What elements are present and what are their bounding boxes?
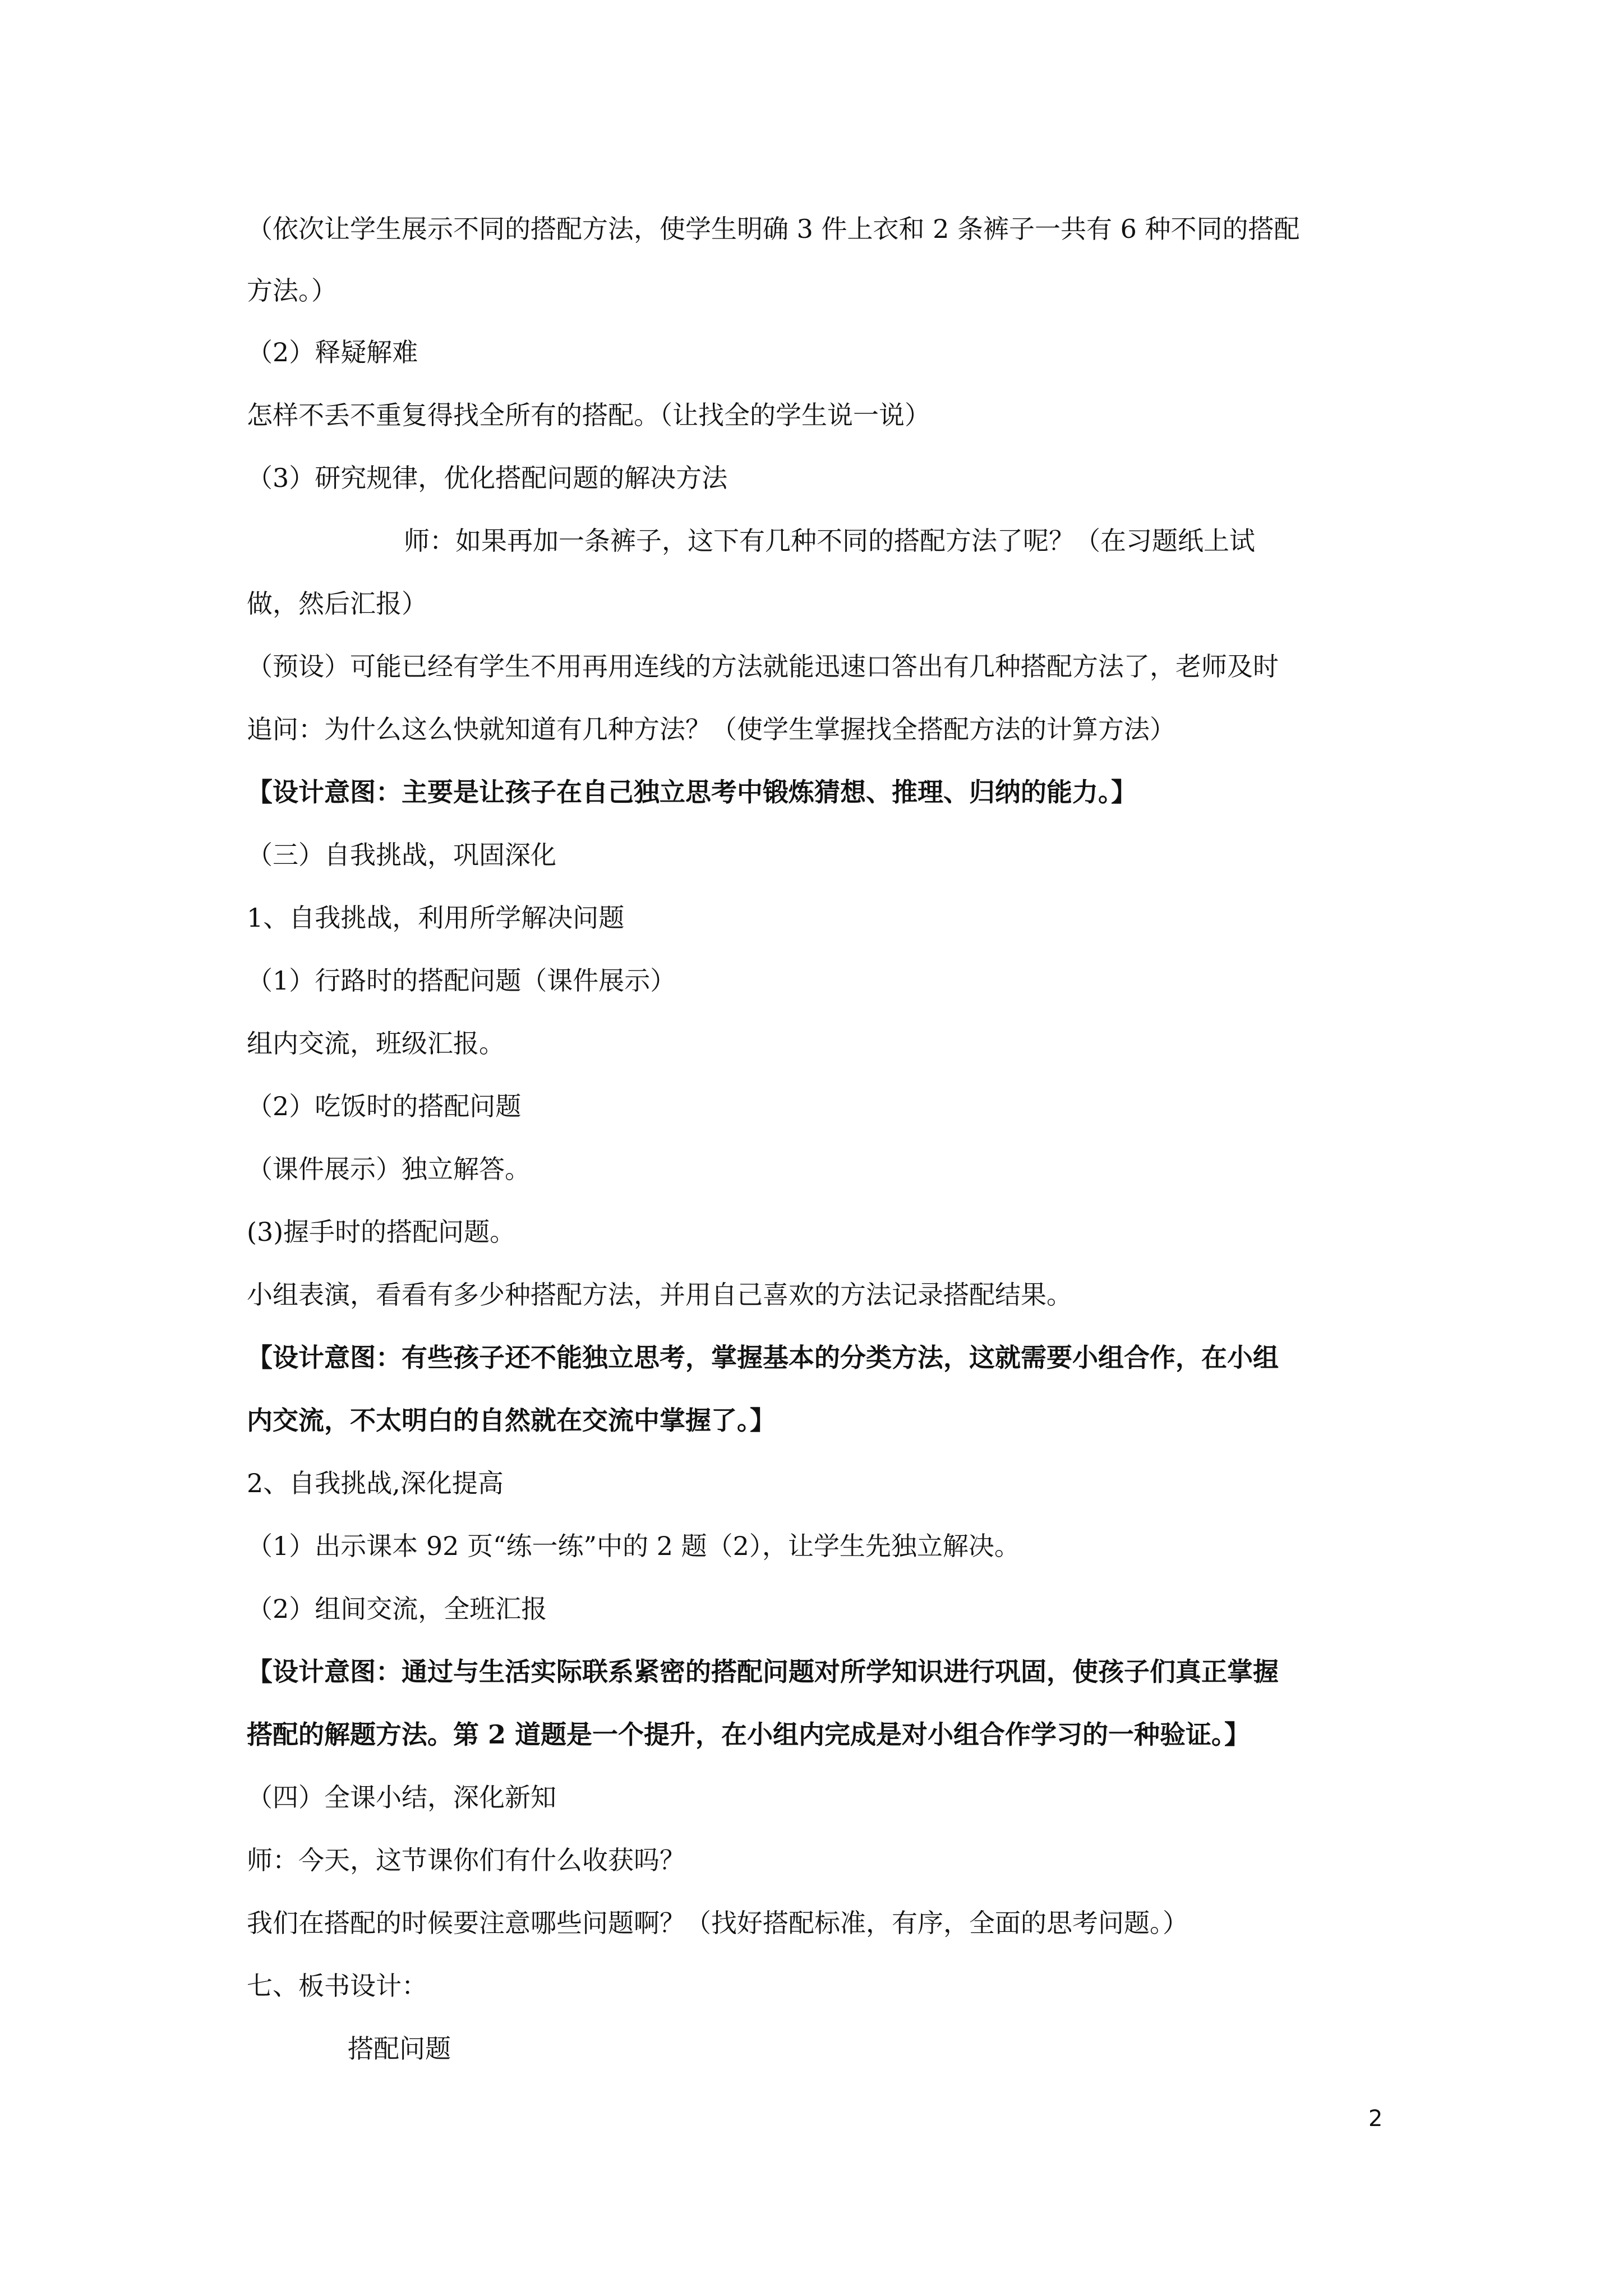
teacher-question-line-2: 做，然后汇报） [247, 588, 427, 619]
design-intent-2-line-2: 内交流，不太明白的自然就在交流中掌握了。】 [247, 1405, 776, 1435]
section-heading-three: （三）自我挑战，巩固深化 [247, 840, 556, 870]
paragraph-line-6: 小组表演，看看有多少种搭配方法，并用自己喜欢的方法记录搭配结果。 [247, 1280, 1072, 1310]
section-heading-four: （四）全课小结，深化新知 [247, 1782, 556, 1812]
paragraph-line-2: 方法。） [247, 275, 337, 306]
item-heading-3: (3)握手时的搭配问题。 [247, 1217, 516, 1247]
section-heading-seven: 七、板书设计： [247, 1971, 427, 2001]
item-heading-4: （1）出示课本 92 页“练一练”中的 2 题（2），让学生先独立解决。 [247, 1531, 1020, 1561]
design-intent-3-line-1: 【设计意图：通过与生活实际联系紧密的搭配问题对所学知识进行巩固，使孩子们真正掌握 [247, 1657, 1279, 1687]
preset-line-1: （预设）可能已经有学生不用再用连线的方法就能迅速口答出有几种搭配方法了，老师及时 [247, 651, 1279, 682]
board-design-title: 搭配问题 [348, 2033, 451, 2064]
section-heading-3: （3）研究规律，优化搭配问题的解决方法 [247, 463, 728, 493]
subsection-heading-1: 1、自我挑战，利用所学解决问题 [247, 903, 625, 933]
teacher-question-line-1: 师：如果再加一条裤子，这下有几种不同的搭配方法了呢？（在习题纸上试 [404, 526, 1255, 556]
section-heading-2: （2）释疑解难 [247, 337, 418, 367]
item-heading-2: （2）吃饭时的搭配问题 [247, 1091, 522, 1121]
paragraph-line-1: （依次让学生展示不同的搭配方法，使学生明确 3 件上衣和 2 条裤子一共有 6 种不同的搭配 [247, 214, 1300, 244]
paragraph-line-5: （课件展示）独立解答。 [247, 1154, 531, 1184]
design-intent-2-line-1: 【设计意图：有些孩子还不能独立思考，掌握基本的分类方法，这就需要小组合作，在小组 [247, 1342, 1279, 1373]
teacher-line-1: 师：今天，这节课你们有什么收获吗？ [247, 1845, 685, 1875]
subsection-heading-2: 2、自我挑战,深化提高 [247, 1468, 504, 1498]
page-number: 2 [1368, 2106, 1383, 2132]
item-heading-1: （1）行路时的搭配问题（课件展示） [247, 965, 676, 996]
paragraph-line-7: 我们在搭配的时候要注意哪些问题啊？（找好搭配标准，有序，全面的思考问题。） [247, 1908, 1188, 1938]
paragraph-line-4: 组内交流，班级汇报。 [247, 1028, 505, 1059]
design-intent-1: 【设计意图：主要是让孩子在自己独立思考中锻炼猜想、推理、归纳的能力。】 [247, 777, 1137, 807]
design-intent-3-line-2: 搭配的解题方法。第 2 道题是一个提升，在小组内完成是对小组合作学习的一种验证。】 [247, 1719, 1251, 1750]
preset-line-2: 追问：为什么这么快就知道有几种方法？（使学生掌握找全搭配方法的计算方法） [247, 714, 1175, 744]
paragraph-line-3: 怎样不丢不重复得找全所有的搭配。（让找全的学生说一说） [247, 400, 930, 430]
item-heading-5: （2）组间交流，全班汇报 [247, 1594, 547, 1624]
